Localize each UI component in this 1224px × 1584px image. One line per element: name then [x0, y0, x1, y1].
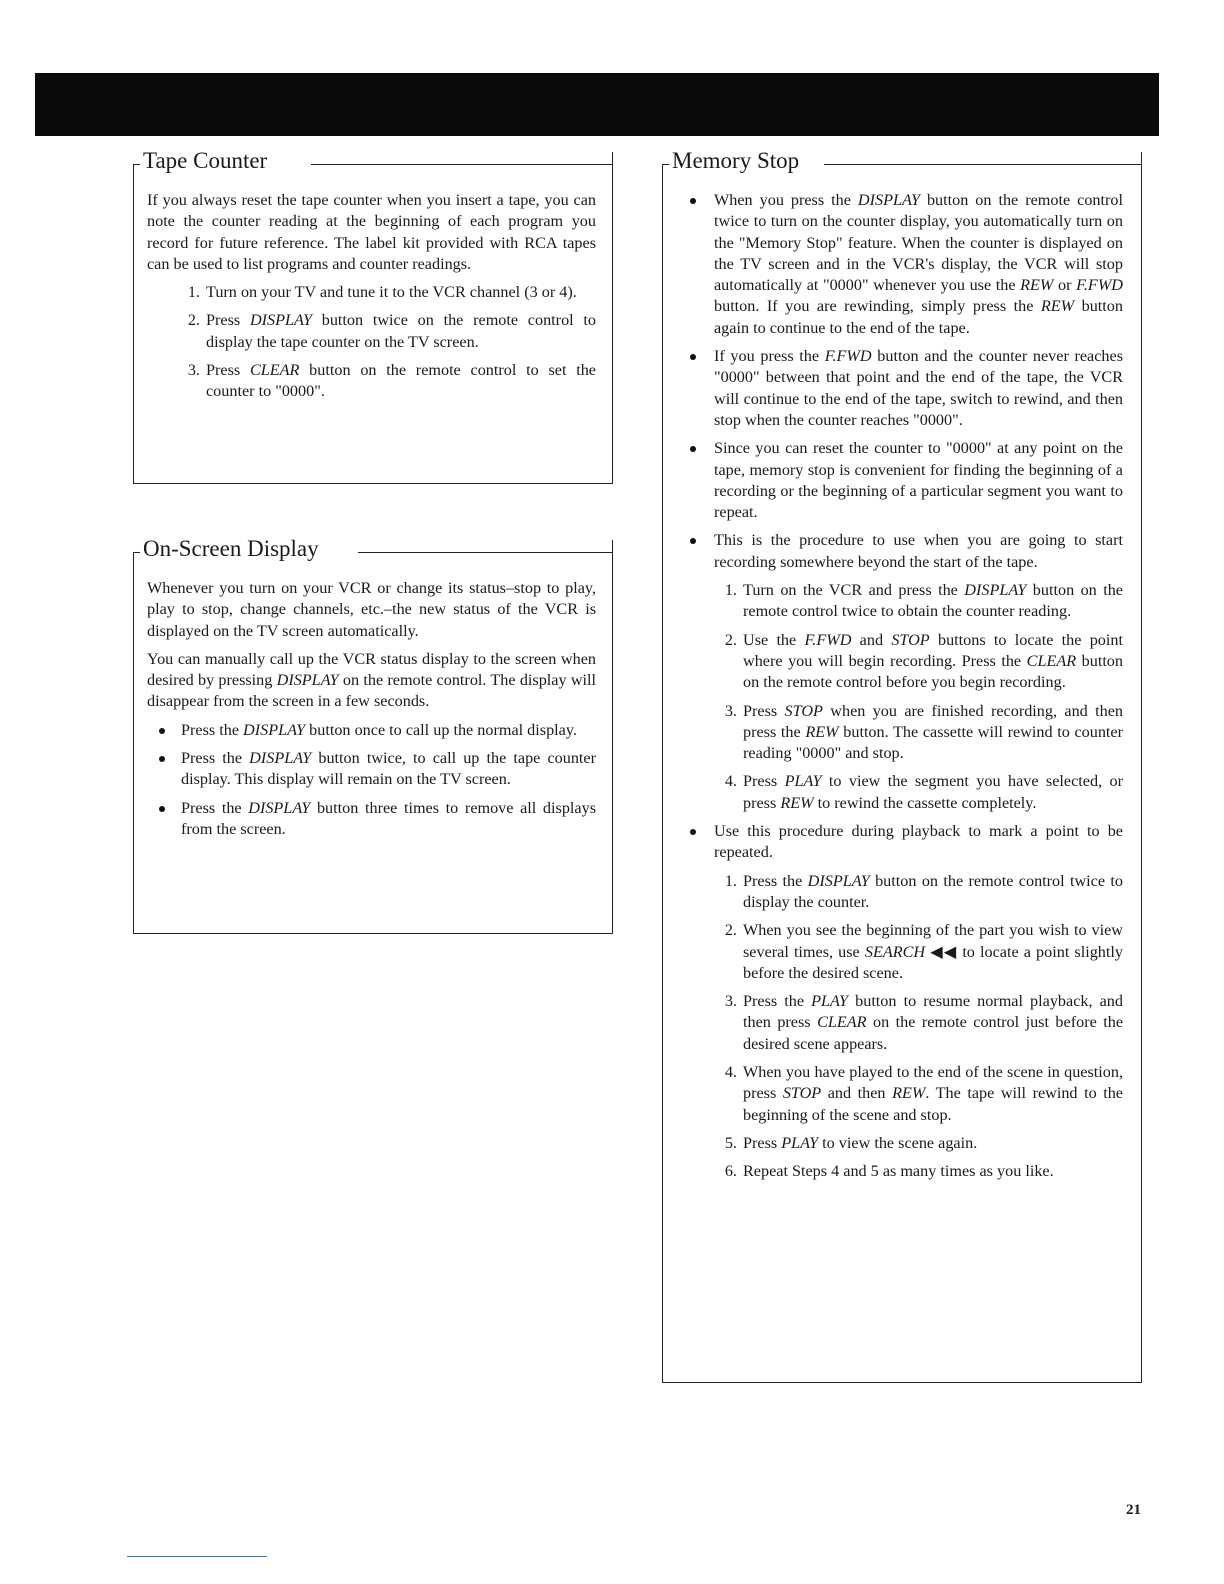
memory-stop-bullet-text: This is the procedure to use when you are going to start recording somewhere beyond the start of the tape. [714, 531, 1123, 571]
on-screen-display-title: On-Screen Display [143, 534, 325, 564]
memory-stop-step: 6. Repeat Steps 4 and 5 as many times as you like. [741, 1161, 1123, 1182]
memory-stop-step: 1. Turn on the VCR and press the DISPLAY button on the remote control twice to obtain the counter reading. [741, 580, 1123, 623]
on-screen-display-bullet: Press the DISPLAY button twice, to call up the tape counter display. This display will remain on the TV screen. [167, 748, 596, 791]
memory-stop-bullet: When you press the DISPLAY button on the remote control twice to turn on the counter display, you automatically turn on the "Memory Stop" feature. When the counter is displayed on the TV screen and in the VCR's display, the VCR will stop automatically at "0000" whenever you use the REW or F.FWD button. If you are rewinding, simply press the REW button again to continue to the end of the tape. [698, 190, 1123, 339]
memory-stop-bullet [698, 530, 1123, 814]
memory-stop-step: 3. Press the PLAY button to resume normal playback, and then press CLEAR on the remote control just before the desired scene appears. [741, 991, 1123, 1055]
memory-stop-step: 1. Press the DISPLAY button on the remote control twice to display the counter. [741, 871, 1123, 914]
memory-stop-step: 3. Press STOP when you are finished recording, and then press the REW button. The cassette will rewind to counter reading "0000" and stop. [741, 701, 1123, 765]
memory-stop-section [662, 148, 1142, 1383]
memory-stop-bullet [698, 821, 1123, 1182]
memory-stop-title: Memory Stop [672, 146, 805, 176]
on-screen-display-bullet: Press the DISPLAY button once to call up the normal display. [167, 720, 596, 741]
memory-stop-step: 2. Use the F.FWD and STOP buttons to locate the point where you will begin recording. Press the CLEAR button on the remote control before you begin recording. [741, 630, 1123, 694]
tape-counter-intro: If you always reset the tape counter when you insert a tape, you can note the counter reading at the beginning of each program you record for future reference. The label kit provided with RCA tapes can be used to list programs and counter readings. [147, 191, 596, 273]
tape-counter-section [133, 148, 613, 484]
memory-stop-bullet-text: Use this procedure during playback to mark a point to be repeated. [714, 822, 1123, 862]
memory-stop-step: 2. When you see the beginning of the part you wish to view several times, use SEARCH ◀◀ to locate a point slightly before the desired scene. [741, 920, 1123, 984]
tape-counter-step: 1. Turn on your TV and tune it to the VCR channel (3 or 4). [204, 282, 596, 303]
memory-stop-bullet: If you press the F.FWD button and the counter never reaches "0000" between that point and the end of the tape, the VCR will continue to the end of the tape, switch to rewind, and then stop when the counter reaches "0000". [698, 346, 1123, 431]
memory-stop-step: 4. Press PLAY to view the segment you have selected, or press REW to rewind the cassette completely. [741, 771, 1123, 814]
tape-counter-title: Tape Counter [143, 146, 273, 176]
on-screen-display-para: Whenever you turn on your VCR or change its status–stop to play, play to stop, change channels, etc.–the new status of the VCR is displayed on the TV screen automatically. [147, 579, 596, 640]
memory-stop-step: 4. When you have played to the end of the scene in question, press STOP and then REW. The tape will rewind to the beginning of the scene and stop. [741, 1062, 1123, 1126]
on-screen-display-para: You can manually call up the VCR status display to the screen when desired by pressing DISPLAY on the remote control. The display will disappear from the screen in a few seconds. [147, 649, 597, 711]
footer-rule [127, 1556, 267, 1557]
tape-counter-step: 3. Press CLEAR button on the remote control to set the counter to "0000". [204, 360, 596, 403]
memory-stop-bullet: Since you can reset the counter to "0000" at any point on the tape, memory stop is convenient for finding the beginning of a recording or the beginning of a particular segment you want to repeat. [698, 438, 1123, 523]
on-screen-display-bullet: Press the DISPLAY button three times to remove all displays from the screen. [167, 798, 596, 841]
memory-stop-step: 5. Press PLAY to view the scene again. [741, 1133, 1123, 1154]
on-screen-display-section [133, 536, 613, 934]
page-number: 21 [1126, 1502, 1141, 1518]
tape-counter-step: 2. Press DISPLAY button twice on the remote control to display the tape counter on the TV screen. [204, 310, 596, 353]
header-bar [35, 73, 1159, 136]
